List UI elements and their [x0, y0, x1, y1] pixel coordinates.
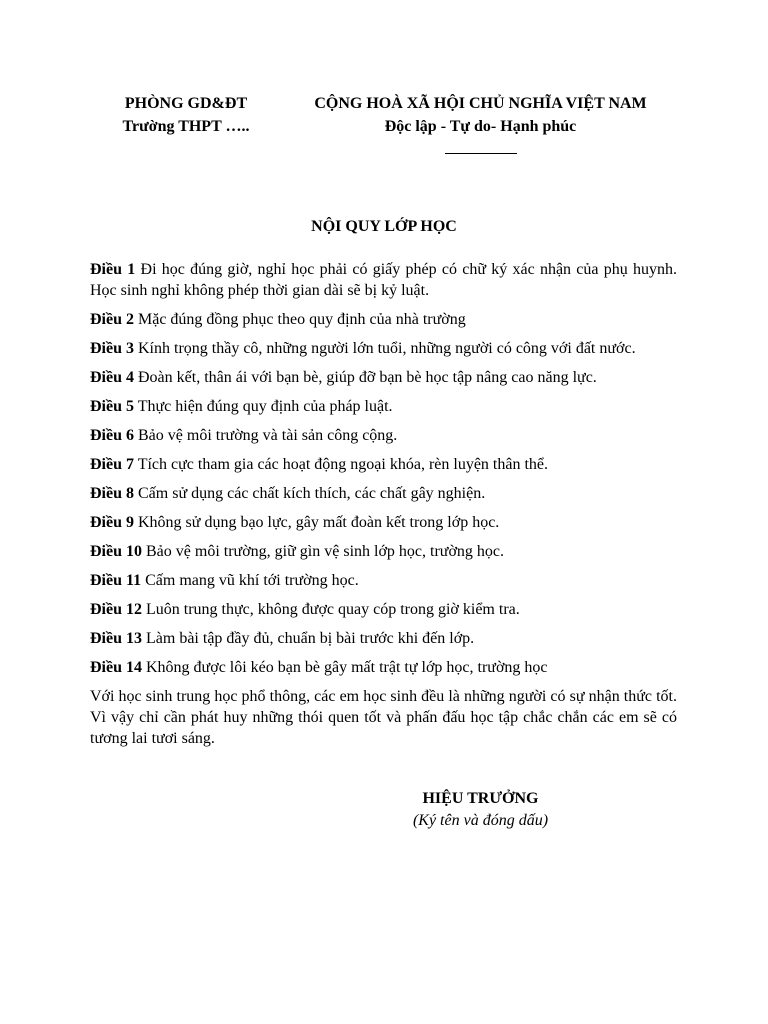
- article-text: Làm bài tập đầy đủ, chuẩn bị bài trước khi đến lớp.: [142, 630, 475, 647]
- article-item: [90, 628, 677, 649]
- article-text: Đoàn kết, thân ái với bạn bè, giúp đỡ bạn bè học tập nâng cao năng lực.: [134, 369, 597, 386]
- article-item: [90, 657, 677, 678]
- article-label: Điều 2: [90, 311, 134, 328]
- article-item: [90, 425, 677, 446]
- article-item: [90, 599, 677, 620]
- article-label: Điều 13: [90, 630, 142, 647]
- article-item: [90, 396, 677, 417]
- article-label: Điều 8: [90, 485, 134, 502]
- article-text: Tích cực tham gia các hoạt động ngoại khóa, rèn luyện thân thể.: [134, 456, 549, 473]
- signature-block: [368, 788, 593, 832]
- article-item: [90, 570, 677, 591]
- article-text: Không được lôi kéo bạn bè gây mất trật tự lớp học, trường học: [142, 659, 548, 676]
- article-item: [90, 309, 677, 330]
- article-item: [90, 512, 677, 533]
- motto-underline: [445, 147, 517, 154]
- article-label: Điều 5: [90, 398, 134, 415]
- article-text: Không sử dụng bạo lực, gây mất đoàn kết trong lớp học.: [134, 514, 500, 531]
- national-motto-block: [288, 92, 673, 161]
- article-item: [90, 454, 677, 475]
- issuer-block: [96, 92, 276, 138]
- signature-title: HIỆU TRƯỞNG: [422, 790, 539, 807]
- article-label: Điều 9: [90, 514, 134, 531]
- article-label: Điều 12: [90, 601, 142, 618]
- article-item: [90, 367, 677, 388]
- article-item: [90, 259, 677, 301]
- article-label: Điều 6: [90, 427, 134, 444]
- article-text: Bảo vệ môi trường và tài sản công cộng.: [134, 427, 398, 444]
- article-text: Cấm sử dụng các chất kích thích, các chất gây nghiện.: [134, 485, 486, 502]
- signature-note: (Ký tên và đóng dấu): [412, 812, 549, 829]
- document-body: [90, 259, 677, 749]
- school-name: Trường THPT …..: [122, 118, 250, 135]
- article-item: [90, 541, 677, 562]
- article-text: Luôn trung thực, không được quay cóp trong giờ kiểm tra.: [142, 601, 520, 618]
- article-text: Kính trọng thầy cô, những người lớn tuổi, những người có công với đất nước.: [134, 340, 636, 357]
- article-label: Điều 1: [90, 261, 136, 278]
- article-text: Bảo vệ môi trường, giữ gìn vệ sinh lớp học, trường học.: [142, 543, 505, 560]
- article-text: Thực hiện đúng quy định của pháp luật.: [134, 398, 393, 415]
- article-text: Cấm mang vũ khí tới trường học.: [141, 572, 359, 589]
- article-label: Điều 7: [90, 456, 134, 473]
- department-name: PHÒNG GD&ĐT: [124, 95, 248, 112]
- article-item: [90, 483, 677, 504]
- article-label: Điều 10: [90, 543, 142, 560]
- article-text: Mặc đúng đồng phục theo quy định của nhà trường: [134, 311, 466, 328]
- article-label: Điều 3: [90, 340, 134, 357]
- article-label: Điều 14: [90, 659, 142, 676]
- article-item: [90, 338, 677, 359]
- closing-paragraph: Với học sinh trung học phổ thông, các em học sinh đều là những người có sự nhận thức tốt. Vì vậy chỉ cần phát huy những thói quen tốt và phấn đấu học tập chắc chắn các em sẽ có tương lai tươi sáng.: [90, 688, 677, 747]
- article-label: Điều 11: [90, 572, 142, 589]
- country-name: CỘNG HOÀ XÃ HỘI CHỦ NGHĨA VIỆT NAM: [314, 95, 647, 112]
- articles-list: [90, 259, 677, 678]
- article-text: Đi học đúng giờ, nghỉ học phải có giấy phép có chữ ký xác nhận của phụ huynh. Học sinh nghỉ không phép thời gian dài sẽ bị kỷ luật.: [90, 261, 678, 299]
- national-motto: Độc lập - Tự do- Hạnh phúc: [384, 118, 577, 135]
- article-label: Điều 4: [90, 369, 134, 386]
- document-title: NỘI QUY LỚP HỌC: [311, 218, 457, 235]
